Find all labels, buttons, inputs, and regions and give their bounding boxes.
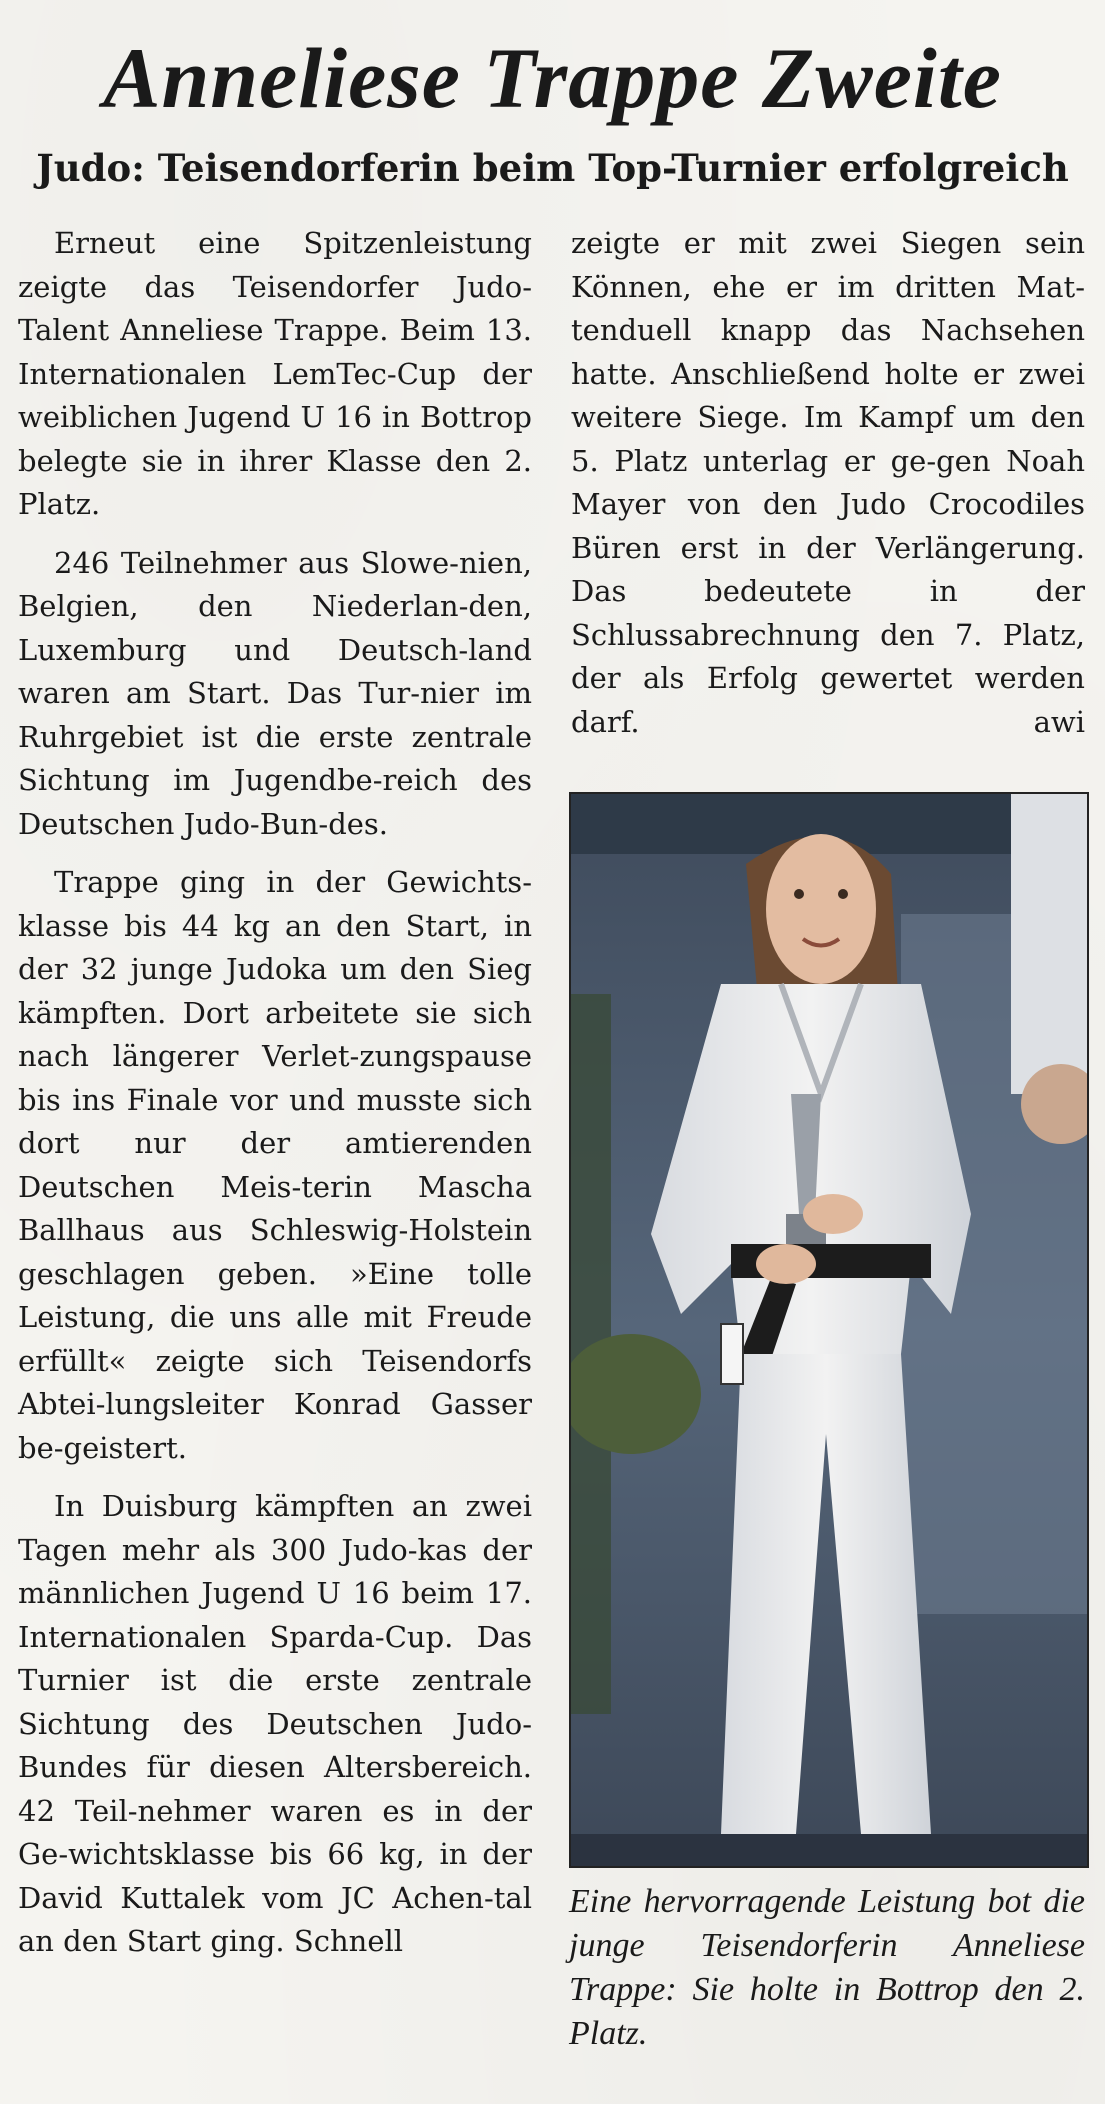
subheadline: Judo: Teisendorferin beim Top-Turnier erfolgreich bbox=[36, 146, 1069, 190]
left-column bbox=[18, 222, 532, 1979]
paragraph-5 bbox=[571, 222, 1085, 744]
judoka-photo-illustration bbox=[571, 794, 1087, 1866]
paragraph-2: 246 Teilnehmer aus Slowe-nien, Belgien, den Niederlan-den, Luxemburg und Deutsch-land waren am Start. Das Tur-nier im Ruhrgebiet ist die erste zentrale Sichtung im Jugendbe-reich des Deutschen Judo-Bun-des. bbox=[18, 545, 532, 841]
author-signature: awi bbox=[1033, 704, 1085, 739]
paragraph-3: Trappe ging in der Gewichts-klasse bis 44 kg an den Start, in der 32 junge Judoka um den Sieg kämpften. Dort arbeitete sie sich nach längerer Verlet-zungspause bis ins Finale vor und musste sich dort nur der amtierenden Deutschen Meis-terin Mascha Ballhaus aus Schleswig-Holstein geschlagen geben. »Eine tolle Leistung, die uns alle mit Freude erfüllt« zeigte sich Teisendorfs Abtei-lungsleiter Konrad Gasser be-geistert. bbox=[18, 865, 532, 1465]
face bbox=[766, 834, 876, 984]
right-column bbox=[571, 222, 1085, 759]
headline: Anneliese Trappe Zweite bbox=[103, 30, 1002, 126]
article-photo bbox=[569, 792, 1089, 1868]
other-person-arm bbox=[1011, 794, 1087, 1094]
paragraph-5-text: zeigte er mit zwei Siegen sein Können, ehe er im dritten Mat-tenduell knapp das Nachsehen hatte. Anschließend holte er zwei weitere Siege. Im Kampf um den 5. Platz unterlag er ge-gen Noah Mayer von den Judo Crocodiles Büren erst in der Verlängerung. Das bedeutete in der Schlussabrechnung den 7. Platz, der als Erfolg gewertet werden darf. bbox=[571, 226, 1085, 739]
gi-patch bbox=[721, 1324, 743, 1384]
paragraph-4: In Duisburg kämpften an zwei Tagen mehr als 300 Judo-kas der männlichen Jugend U 16 beim 17. Internationalen Sparda-Cup. Das Turnier ist die erste zentrale Sichtung des Deutschen Judo-Bundes für diesen Altersbereich. 42 Teil-nehmer waren es in der Ge-wichtsklasse bis 66 kg, in der David Kuttalek vom JC Achen-tal an den Start ging. Schnell bbox=[18, 1489, 532, 1958]
photo-caption: Eine hervorragende Leistung bot die junge Teisendorferin Anneliese Trappe: Sie holte in Bottrop den 2. Platz. bbox=[569, 1883, 1085, 2052]
paragraph-1: Erneut eine Spitzenleistung zeigte das Teisendorfer Judo-Talent Anneliese Trappe. Beim 13. Internationalen LemTec-Cup der weiblichen Jugend U 16 in Bottrop belegte sie in ihrer Klasse den 2. Platz. bbox=[18, 226, 532, 521]
